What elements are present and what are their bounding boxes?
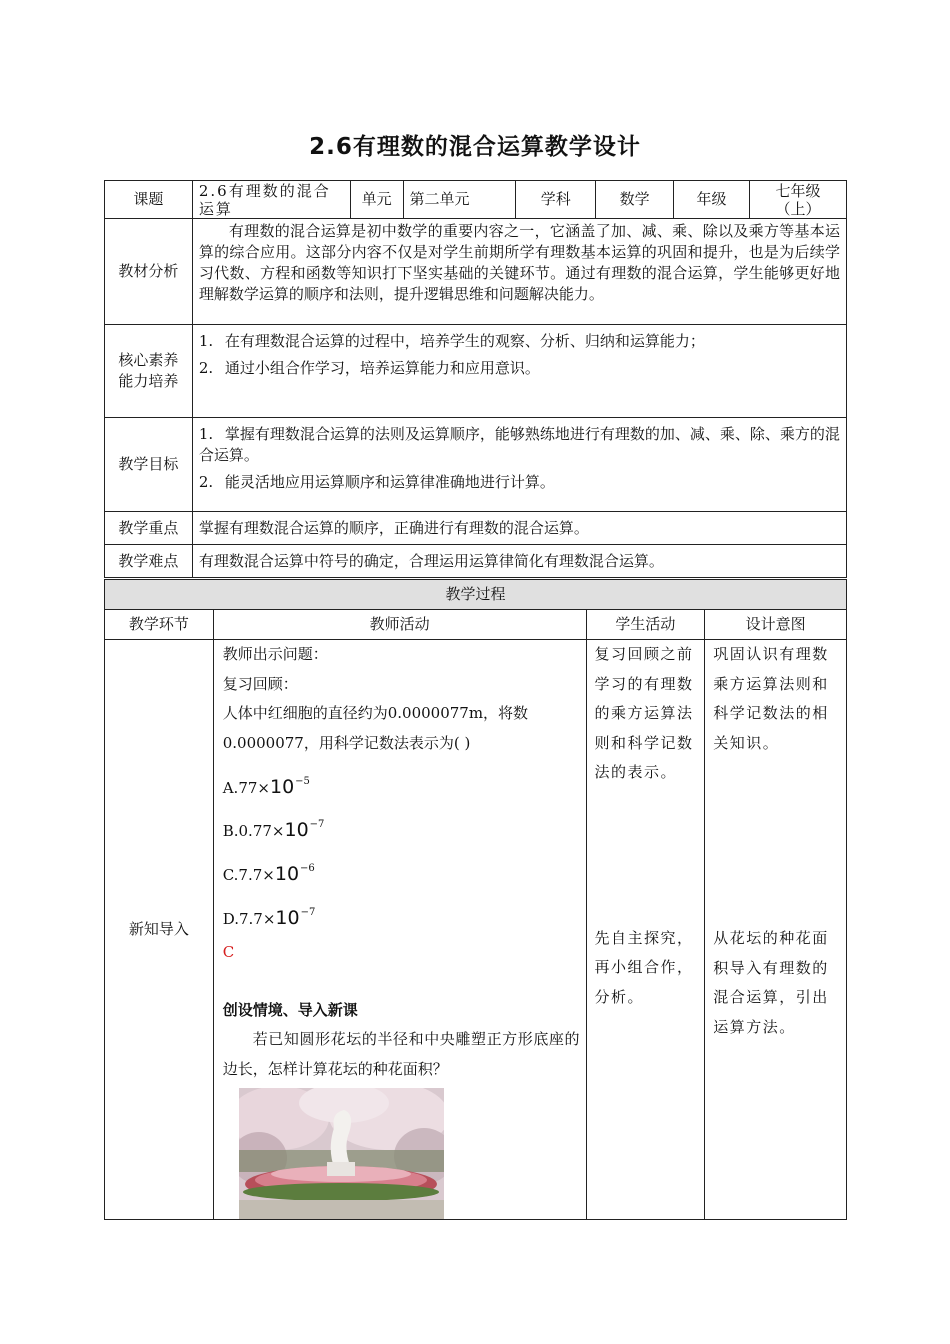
grade-value: 七年级（上） <box>749 181 846 219</box>
lesson-info-table <box>104 180 847 578</box>
analysis-label: 教材分析 <box>105 219 193 325</box>
flower-bed-photo <box>239 1088 444 1219</box>
lesson-value: 2.6有理数的混合运算 <box>192 181 350 219</box>
stage-label: 新知导入 <box>105 640 214 1220</box>
teacher-line: 0.0000077，用科学记数法表示为( ) <box>222 733 471 752</box>
teacher-activity <box>213 640 586 1220</box>
grade-label: 年级 <box>674 181 750 219</box>
literacy-label: 核心素养能力培养 <box>105 325 193 418</box>
column-header: 教师活动 <box>213 610 586 640</box>
literacy-item: 2. 通过小组合作学习，培养运算能力和应用意识。 <box>198 359 540 377</box>
option-c: $C.7.7\times 10^{-6}$ <box>222 863 315 885</box>
intent-part: 从花坛的种花面积导入有理数的混合运算，引出运算方法。 <box>713 929 829 1036</box>
teacher-line: 教师出示问题： <box>222 645 328 663</box>
page-title: 2.6有理数的混合运算教学设计 <box>309 134 641 160</box>
goal-item: 1. 掌握有理数混合运算的法则及运算顺序，能够熟练地进行有理数的加、减、乘、除、乘方的混合运算。 <box>198 425 840 464</box>
scenario-text: 若已知圆形花坛的半径和中央雕塑正方形底座的边长，怎样计算花坛的种花面积？ <box>222 1030 580 1078</box>
design-intent <box>705 640 847 1220</box>
student-part: 先自主探究，再小组合作，分析。 <box>594 928 694 1006</box>
difficulty-label: 教学难点 <box>105 545 193 578</box>
teacher-line: 人体中红细胞的直径约为0.0000077m，将数 <box>222 704 529 722</box>
answer: C <box>222 943 235 961</box>
option-a: $A.77\times 10^{-5}$ <box>222 776 310 798</box>
key-point-label: 教学重点 <box>105 512 193 545</box>
process-table <box>104 579 847 1220</box>
column-header: 设计意图 <box>705 610 847 640</box>
difficulty-text: 有理数混合运算中符号的确定，合理运用运算律简化有理数混合运算。 <box>192 545 846 578</box>
lesson-label: 课题 <box>105 181 193 219</box>
goal-item: 2. 能灵活地应用运算顺序和运算律准确地进行计算。 <box>198 473 555 491</box>
analysis-text: 有理数的混合运算是初中数学的重要内容之一，它涵盖了加、减、乘、除以及乘方等基本运算的综合应用。这部分内容不仅是对学生前期所学有理数基本运算的巩固和提升，也是为后续学习代数、方程和函数等知识打下坚实基础的关键环节。通过有理数的混合运算，学生能够更好地理解数学运算的顺序和法则，提升逻辑思维和问题解决能力。 <box>198 222 840 303</box>
student-part: 复习回顾之前学习的有理数的乘方运算法则和科学记数法的表示。 <box>594 645 694 781</box>
option-b: $B.0.77\times 10^{-7}$ <box>222 819 325 841</box>
column-header: 教学环节 <box>105 610 214 640</box>
subject-value: 数学 <box>596 181 674 219</box>
goals-label: 教学目标 <box>105 418 193 512</box>
process-heading: 教学过程 <box>105 580 847 610</box>
student-activity <box>586 640 705 1220</box>
unit-label: 单元 <box>350 181 403 219</box>
subject-label: 学科 <box>516 181 596 219</box>
column-header: 学生活动 <box>586 610 705 640</box>
option-d: $D.7.7\times 10^{-7}$ <box>222 907 316 929</box>
section-title: 创设情境、导入新课 <box>222 1000 358 1019</box>
intent-part: 巩固认识有理数乘方运算法则和科学记数法的相关知识。 <box>713 645 829 752</box>
unit-value: 第二单元 <box>403 181 516 219</box>
teacher-line: 复习回顾： <box>222 674 298 693</box>
key-point-text: 掌握有理数混合运算的顺序，正确进行有理数的混合运算。 <box>192 512 846 545</box>
literacy-item: 1. 在有理数混合运算的过程中，培养学生的观察、分析、归纳和运算能力； <box>198 332 705 350</box>
